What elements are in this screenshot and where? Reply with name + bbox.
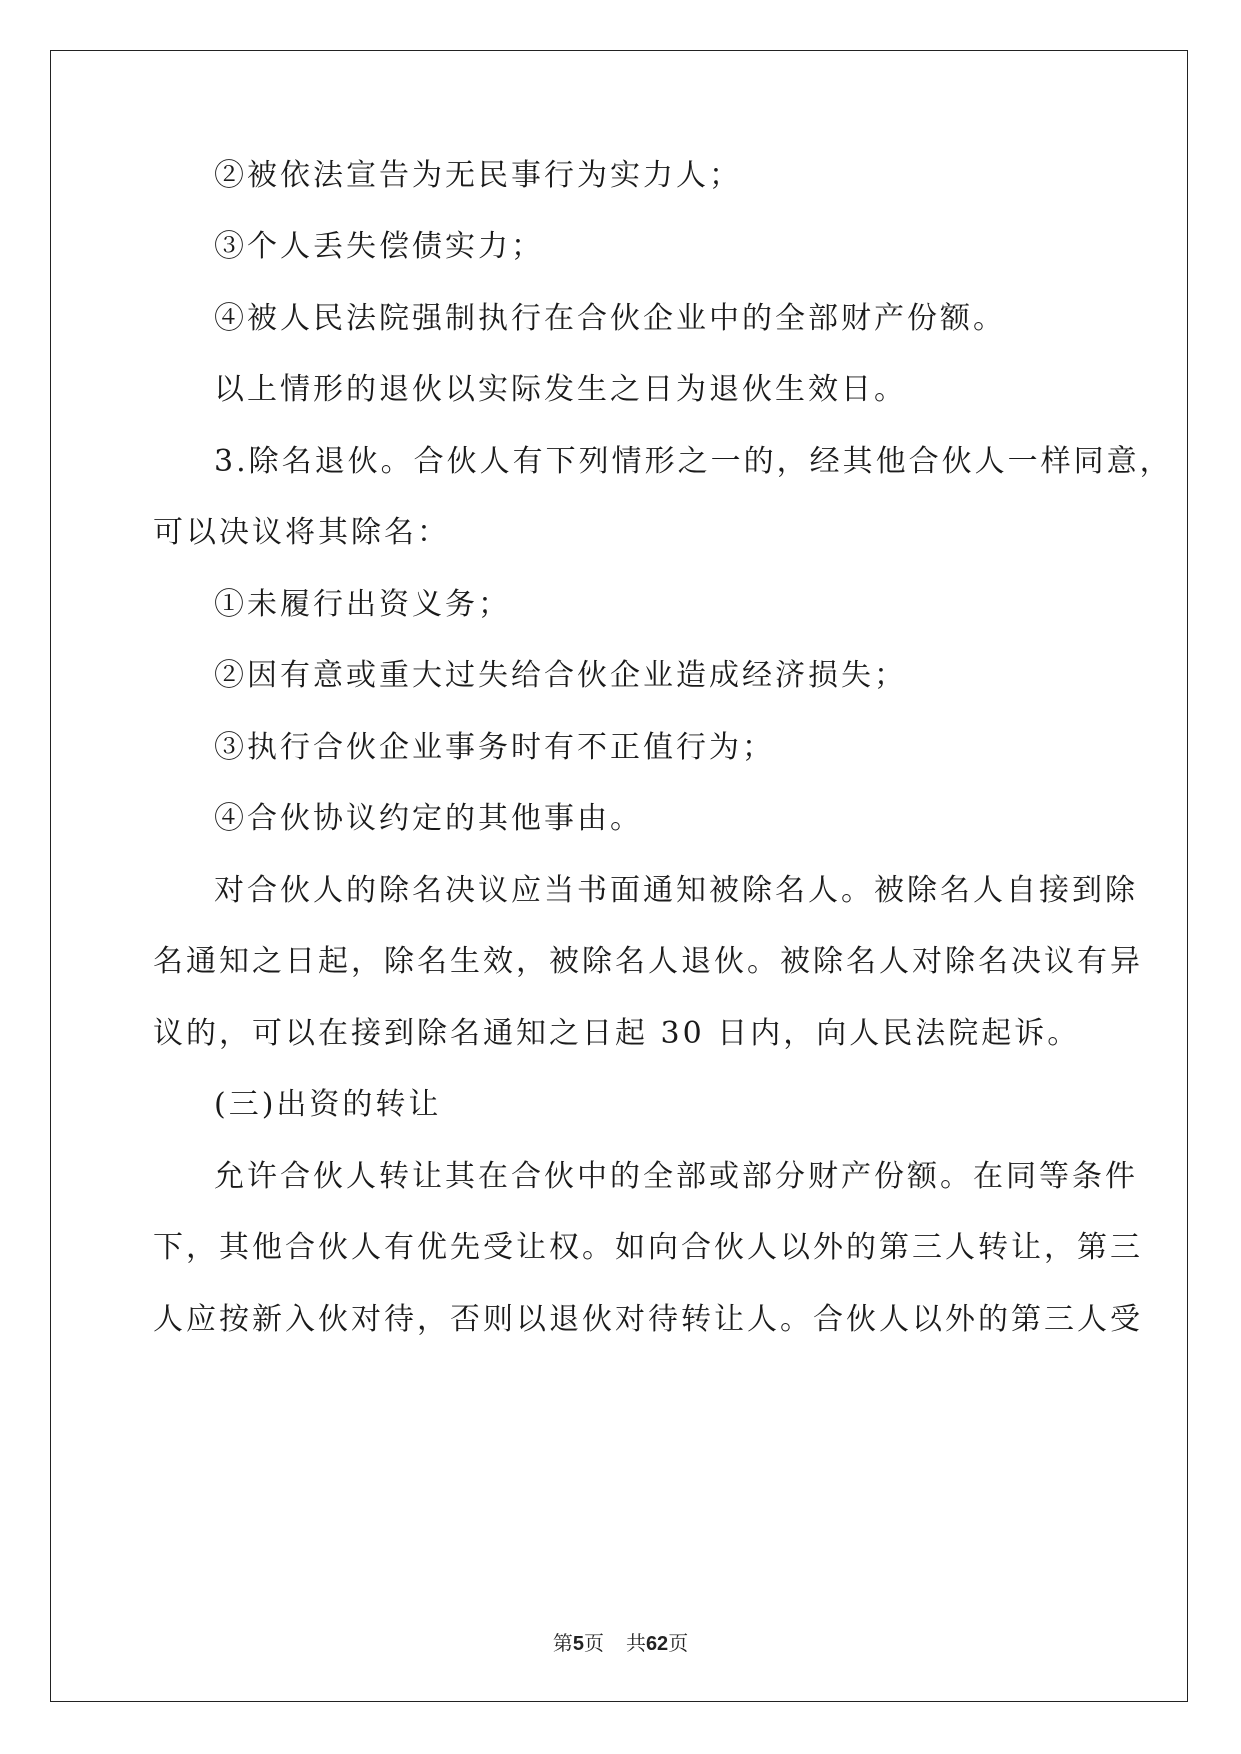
paragraph-line: 人应按新入伙对待，否则以退伙对待转让人。合伙人以外的第三人受 [153,1302,1143,1337]
paragraph-line: ③执行合伙企业事务时有不正值行为； [214,730,775,765]
page-footer [0,1632,1241,1656]
paragraph-line: 名通知之日起，除名生效，被除名人退伙。被除名人对除名决议有异 [153,944,1143,979]
paragraph-line: ④被人民法院强制执行在合伙企业中的全部财产份额。 [214,301,1006,336]
page-prefix: 第 [552,1633,573,1655]
paragraph-line: 下，其他合伙人有优先受让权。如向合伙人以外的第三人转让，第三 [153,1230,1143,1265]
total-prefix: 共 [625,1633,646,1655]
section-heading: (三)出资的转让 [214,1087,442,1122]
paragraph-line: 3.除名退伙。合伙人有下列情形之一的，经其他合伙人一样同意， [214,444,1173,479]
total-suffix: 页 [668,1633,689,1655]
paragraph-line: ③个人丢失偿债实力； [214,229,544,264]
paragraph-line: 以上情形的退伙以实际发生之日为退伙生效日。 [214,372,907,407]
page-number: 5 [572,1633,584,1655]
page-suffix: 页 [583,1633,604,1655]
paragraph-line: ④合伙协议约定的其他事由。 [214,801,643,836]
paragraph-line: 对合伙人的除名决议应当书面通知被除名人。被除名人自接到除 [214,873,1138,908]
paragraph-line: ②被依法宣告为无民事行为实力人； [214,158,742,193]
paragraph-line: 允许合伙人转让其在合伙中的全部或部分财产份额。在同等条件 [214,1159,1138,1194]
paragraph-line: 可以决议将其除名： [153,515,450,550]
paragraph-line: ②因有意或重大过失给合伙企业造成经济损失； [214,658,907,693]
paragraph-line: 议的，可以在接到除名通知之日起 30 日内，向人民法院起诉。 [153,1016,1081,1051]
paragraph-line: ①未履行出资义务； [214,587,511,622]
total-pages: 62 [645,1633,669,1655]
